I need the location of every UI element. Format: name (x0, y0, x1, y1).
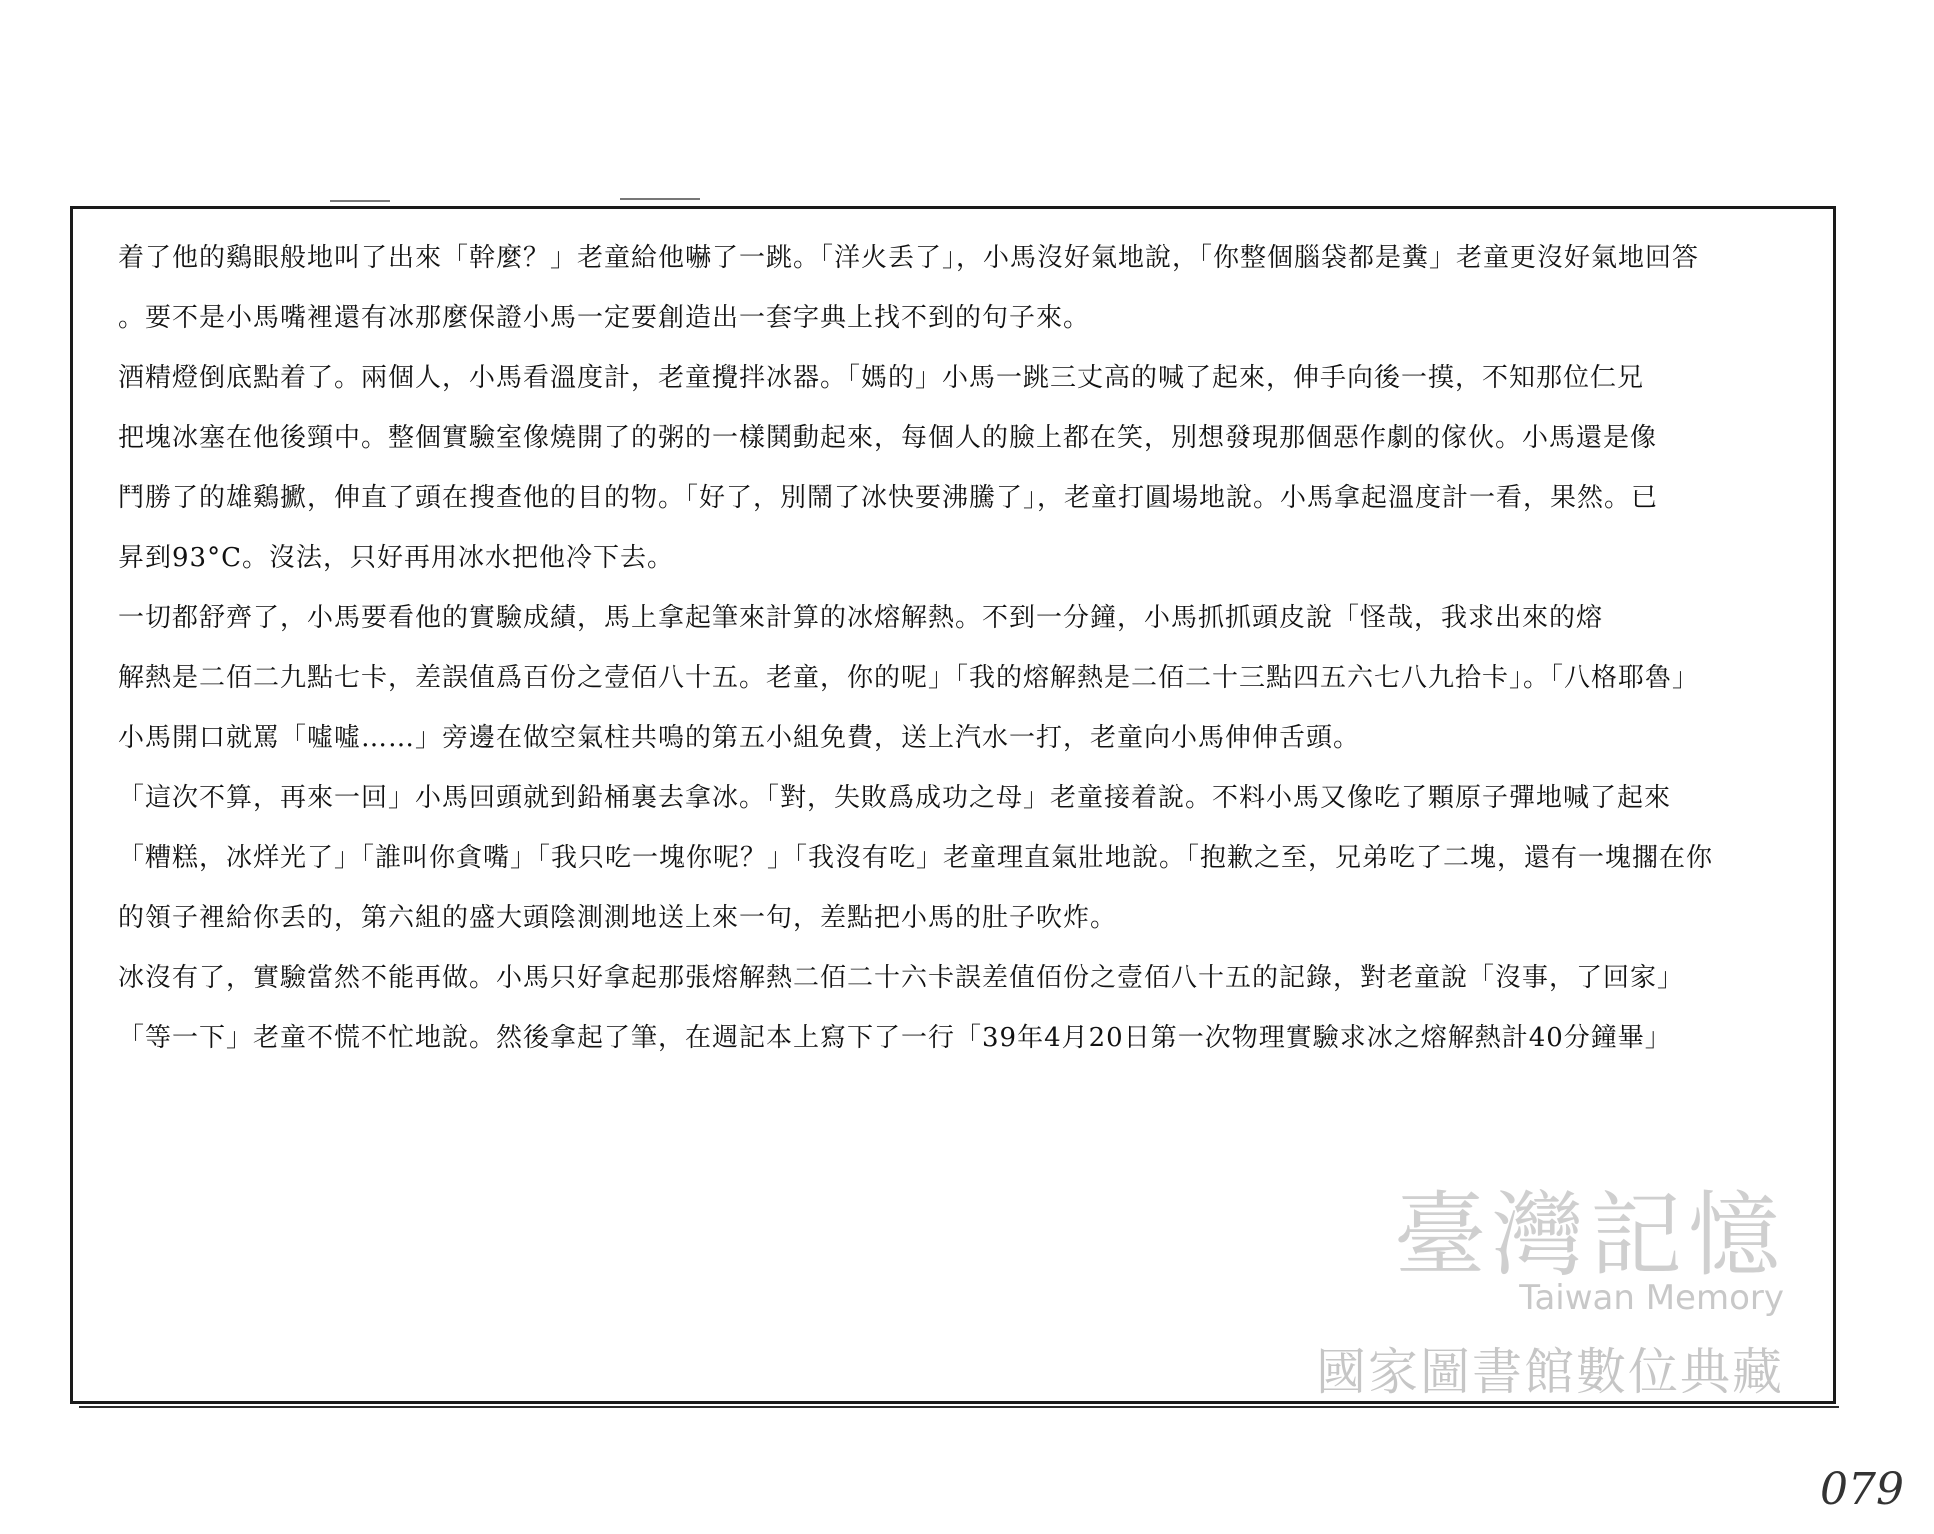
text-line: 鬥勝了的雄鷄擨，伸直了頭在搜查他的目的物。「好了，別鬧了冰快要沸騰了」，老童打圓場地說。小馬拿起溫度計一看，果然。已 (118, 483, 1659, 513)
watermark-subtitle-en: Taiwan Memory (1519, 1278, 1784, 1318)
text-line: 酒精燈倒底點着了。兩個人，小馬看溫度計，老童攪拌冰器。「媽的」小馬一跳三丈高的喊了起來，伸手向後一摸，不知那位仁兄 (118, 363, 1645, 393)
text-line: 把塊冰塞在他後頸中。整個實驗室像燒開了的粥的一樣鬨動起來，每個人的臉上都在笑，別想發現那個惡作劇的傢伙。小馬還是像 (118, 423, 1658, 453)
text-line: 着了他的鷄眼般地叫了出來「幹麼？」老童給他嚇了一跳。「洋火丢了」，小馬沒好氣地說，「你整個腦袋都是糞」老童更沒好氣地回答 (118, 243, 1700, 273)
document-body (118, 228, 1798, 1068)
page-number: 079 (1820, 1464, 1904, 1515)
text-line: 一切都舒齊了，小馬要看他的實驗成績，馬上拿起筆來計算的冰熔解熱。不到一分鐘，小馬抓抓頭皮說「怪哉，我求出來的熔 (118, 603, 1604, 633)
text-line: 「這次不算，再來一回」小馬回頭就到鉛桶裏去拿冰。「對，失敗爲成功之母」老童接着說。不料小馬又像吃了顆原子彈地喊了起來 (118, 783, 1672, 813)
text-line: 解熱是二佰二九點七卡，差誤值爲百份之壹佰八十五。老童，你的呢」「我的熔解熱是二佰二十三點四五六七八九拾卡」。「八格耶魯」 (118, 663, 1700, 693)
text-line: 的領子裡給你丢的，第六組的盛大頭陰測測地送上來一句，差點把小馬的肚子吹炸。 (118, 903, 1118, 933)
watermark-title: 臺灣記憶 (1393, 1182, 1786, 1289)
text-line: 。要不是小馬嘴裡還有冰那麼保證小馬一定要創造出一套字典上找不到的句子來。 (118, 303, 1091, 333)
text-line: 小馬開口就罵「噓噓……」旁邊在做空氣柱共鳴的第五小組免費，送上汽水一打，老童向小馬伸伸舌頭。 (118, 723, 1361, 753)
watermark (1280, 1162, 1800, 1412)
watermark-subtitle-cn: 國家圖書館數位典藏 (1316, 1343, 1784, 1401)
text-line: 昇到93°C。沒法，只好再用冰水把他冷下去。 (118, 543, 674, 573)
text-line: 冰沒有了，實驗當然不能再做。小馬只好拿起那張熔解熱二佰二十六卡誤差值佰份之壹佰八十五的記錄，對老童說「沒事，了回家」 (118, 963, 1685, 993)
text-line: 「等一下」老童不慌不忙地說。然後拿起了筆，在週記本上寫下了一行「39年4月20日第一次物理實驗求冰之熔解熱計40分鐘畢」 (118, 1023, 1672, 1053)
text-line: 「糟糕，冰烊光了」「誰叫你貪嘴」「我只吃一塊你呢？」「我沒有吃」老童理直氣壯地說。「抱歉之至，兄弟吃了二塊，還有一塊擱在你 (118, 843, 1714, 873)
